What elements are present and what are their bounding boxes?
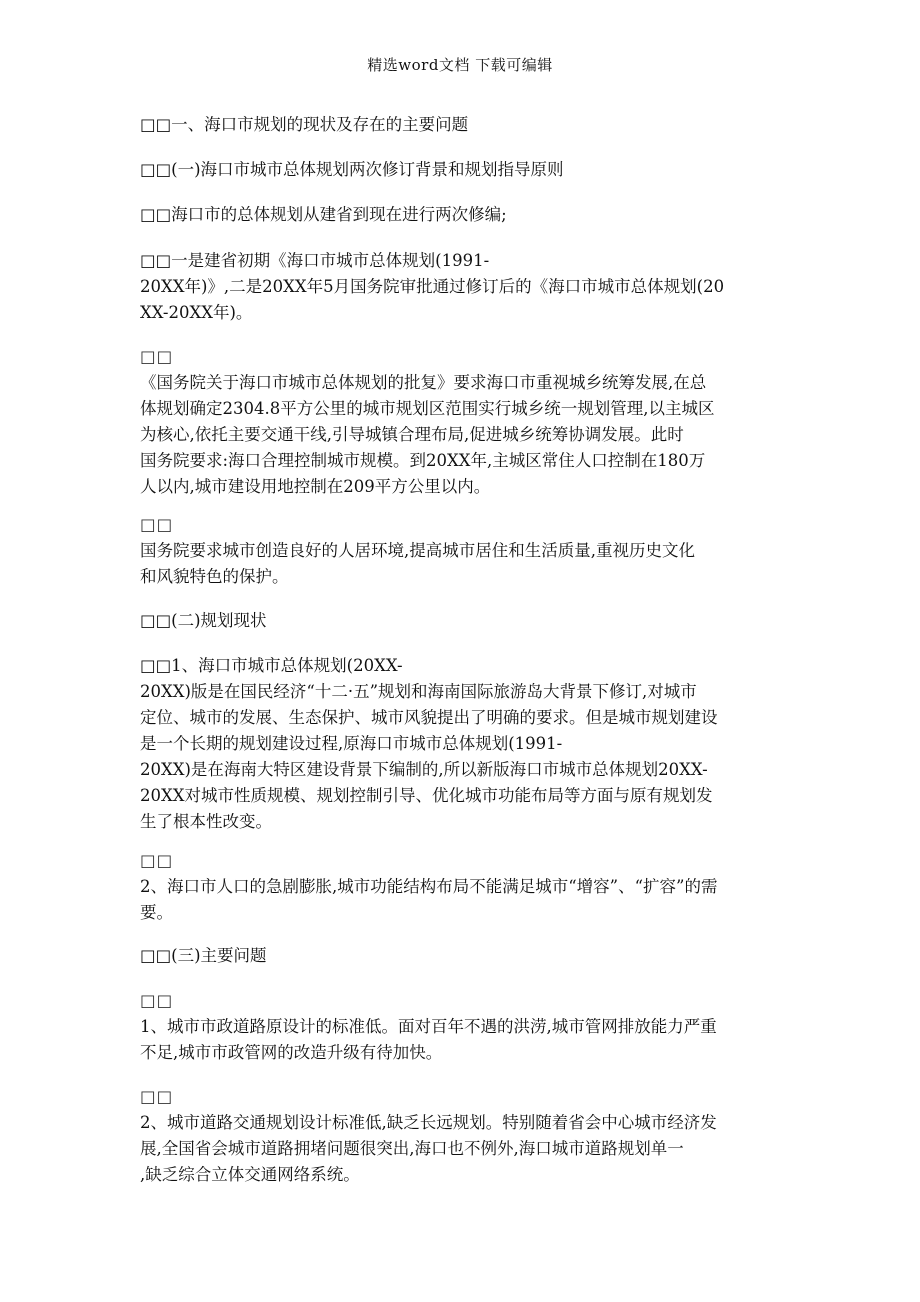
page-header: 精选word文档 下载可编辑 xyxy=(367,56,553,74)
text-line: □□1、海口市城市总体规划(20XX- xyxy=(140,656,403,675)
heading-subsection-3 xyxy=(140,943,780,969)
text-line: 要。 xyxy=(140,903,173,922)
heading-section-1 xyxy=(140,112,780,138)
text-line: □□ xyxy=(140,515,174,534)
text-line: XX-20XX年)。 xyxy=(140,303,253,322)
paragraph xyxy=(140,848,780,926)
text-line: 20XX)是在海南大特区建设背景下编制的,所以新版海口市城市总体规划20XX- xyxy=(140,760,708,779)
paragraph xyxy=(140,1084,780,1188)
text-line: ,缺乏综合立体交通网络系统。 xyxy=(140,1165,360,1184)
text-line: 和风貌特色的保护。 xyxy=(140,567,289,586)
text-line: 1、城市市政道路原设计的标准低。面对百年不遇的洪涝,城市管网排放能力严重 xyxy=(140,1017,717,1036)
text-line: □□(一)海口市城市总体规划两次修订背景和规划指导原则 xyxy=(140,160,564,179)
heading-subsection-2 xyxy=(140,608,780,634)
text-line: 2、城市道路交通规划设计标准低,缺乏长远规划。特别随着省会中心城市经济发 xyxy=(140,1113,717,1132)
text-line: 展,全国省会城市道路拥堵问题很突出,海口也不例外,海口城市道路规划单一 xyxy=(140,1139,684,1158)
paragraph xyxy=(140,344,780,500)
text-line: □□(三)主要问题 xyxy=(140,946,267,965)
text-line: 国务院要求城市创造良好的人居环境,提高城市居住和生活质量,重视历史文化 xyxy=(140,541,695,560)
text-line: 2、海口市人口的急剧膨胀,城市功能结构布局不能满足城市“增容”、“扩容”的需 xyxy=(140,877,718,896)
text-line: □□ xyxy=(140,851,174,870)
text-line: 生了根本性改变。 xyxy=(140,812,272,831)
text-line: 不足,城市市政管网的改造升级有待加快。 xyxy=(140,1043,443,1062)
text-line: □□ xyxy=(140,991,174,1010)
text-line: 是一个长期的规划建设过程,原海口市城市总体规划(1991- xyxy=(140,734,563,753)
text-line: 《国务院关于海口市城市总体规划的批复》要求海口市重视城乡统筹发展,在总 xyxy=(140,373,707,392)
text-line: 20XX年)》,二是20XX年5月国务院审批通过修订后的《海口市城市总体规划(20 xyxy=(140,277,725,296)
text-line: □□一、海口市规划的现状及存在的主要问题 xyxy=(140,115,469,134)
text-line: 20XX对城市性质规模、规划控制引导、优化城市功能布局等方面与原有规划发 xyxy=(140,786,713,805)
paragraph xyxy=(140,248,780,326)
text-line: □□(二)规划现状 xyxy=(140,611,267,630)
text-line: □□海口市的总体规划从建省到现在进行两次修编; xyxy=(140,205,507,224)
paragraph xyxy=(140,988,780,1066)
text-line: □□一是建省初期《海口市城市总体规划(1991- xyxy=(140,251,490,270)
text-line: 人以内,城市建设用地控制在209平方公里以内。 xyxy=(140,477,491,496)
paragraph xyxy=(140,512,780,590)
paragraph xyxy=(140,202,780,228)
text-line: □□ xyxy=(140,1087,174,1106)
text-line: 为核心,依托主要交通干线,引导城镇合理布局,促进城乡统筹协调发展。此时 xyxy=(140,425,684,444)
paragraph xyxy=(140,653,780,835)
heading-subsection-1 xyxy=(140,157,780,183)
text-line: 定位、城市的发展、生态保护、城市风貌提出了明确的要求。但是城市规划建设 xyxy=(140,708,718,727)
text-line: 国务院要求:海口合理控制城市规模。到20XX年,主城区常住人口控制在180万 xyxy=(140,451,706,470)
text-line: 20XX)版是在国民经济“十二·五”规划和海南国际旅游岛大背景下修订,对城市 xyxy=(140,682,697,701)
text-line: □□ xyxy=(140,347,174,366)
text-line: 体规划确定2304.8平方公里的城市规划区范围实行城乡统一规划管理,以主城区 xyxy=(140,399,715,418)
